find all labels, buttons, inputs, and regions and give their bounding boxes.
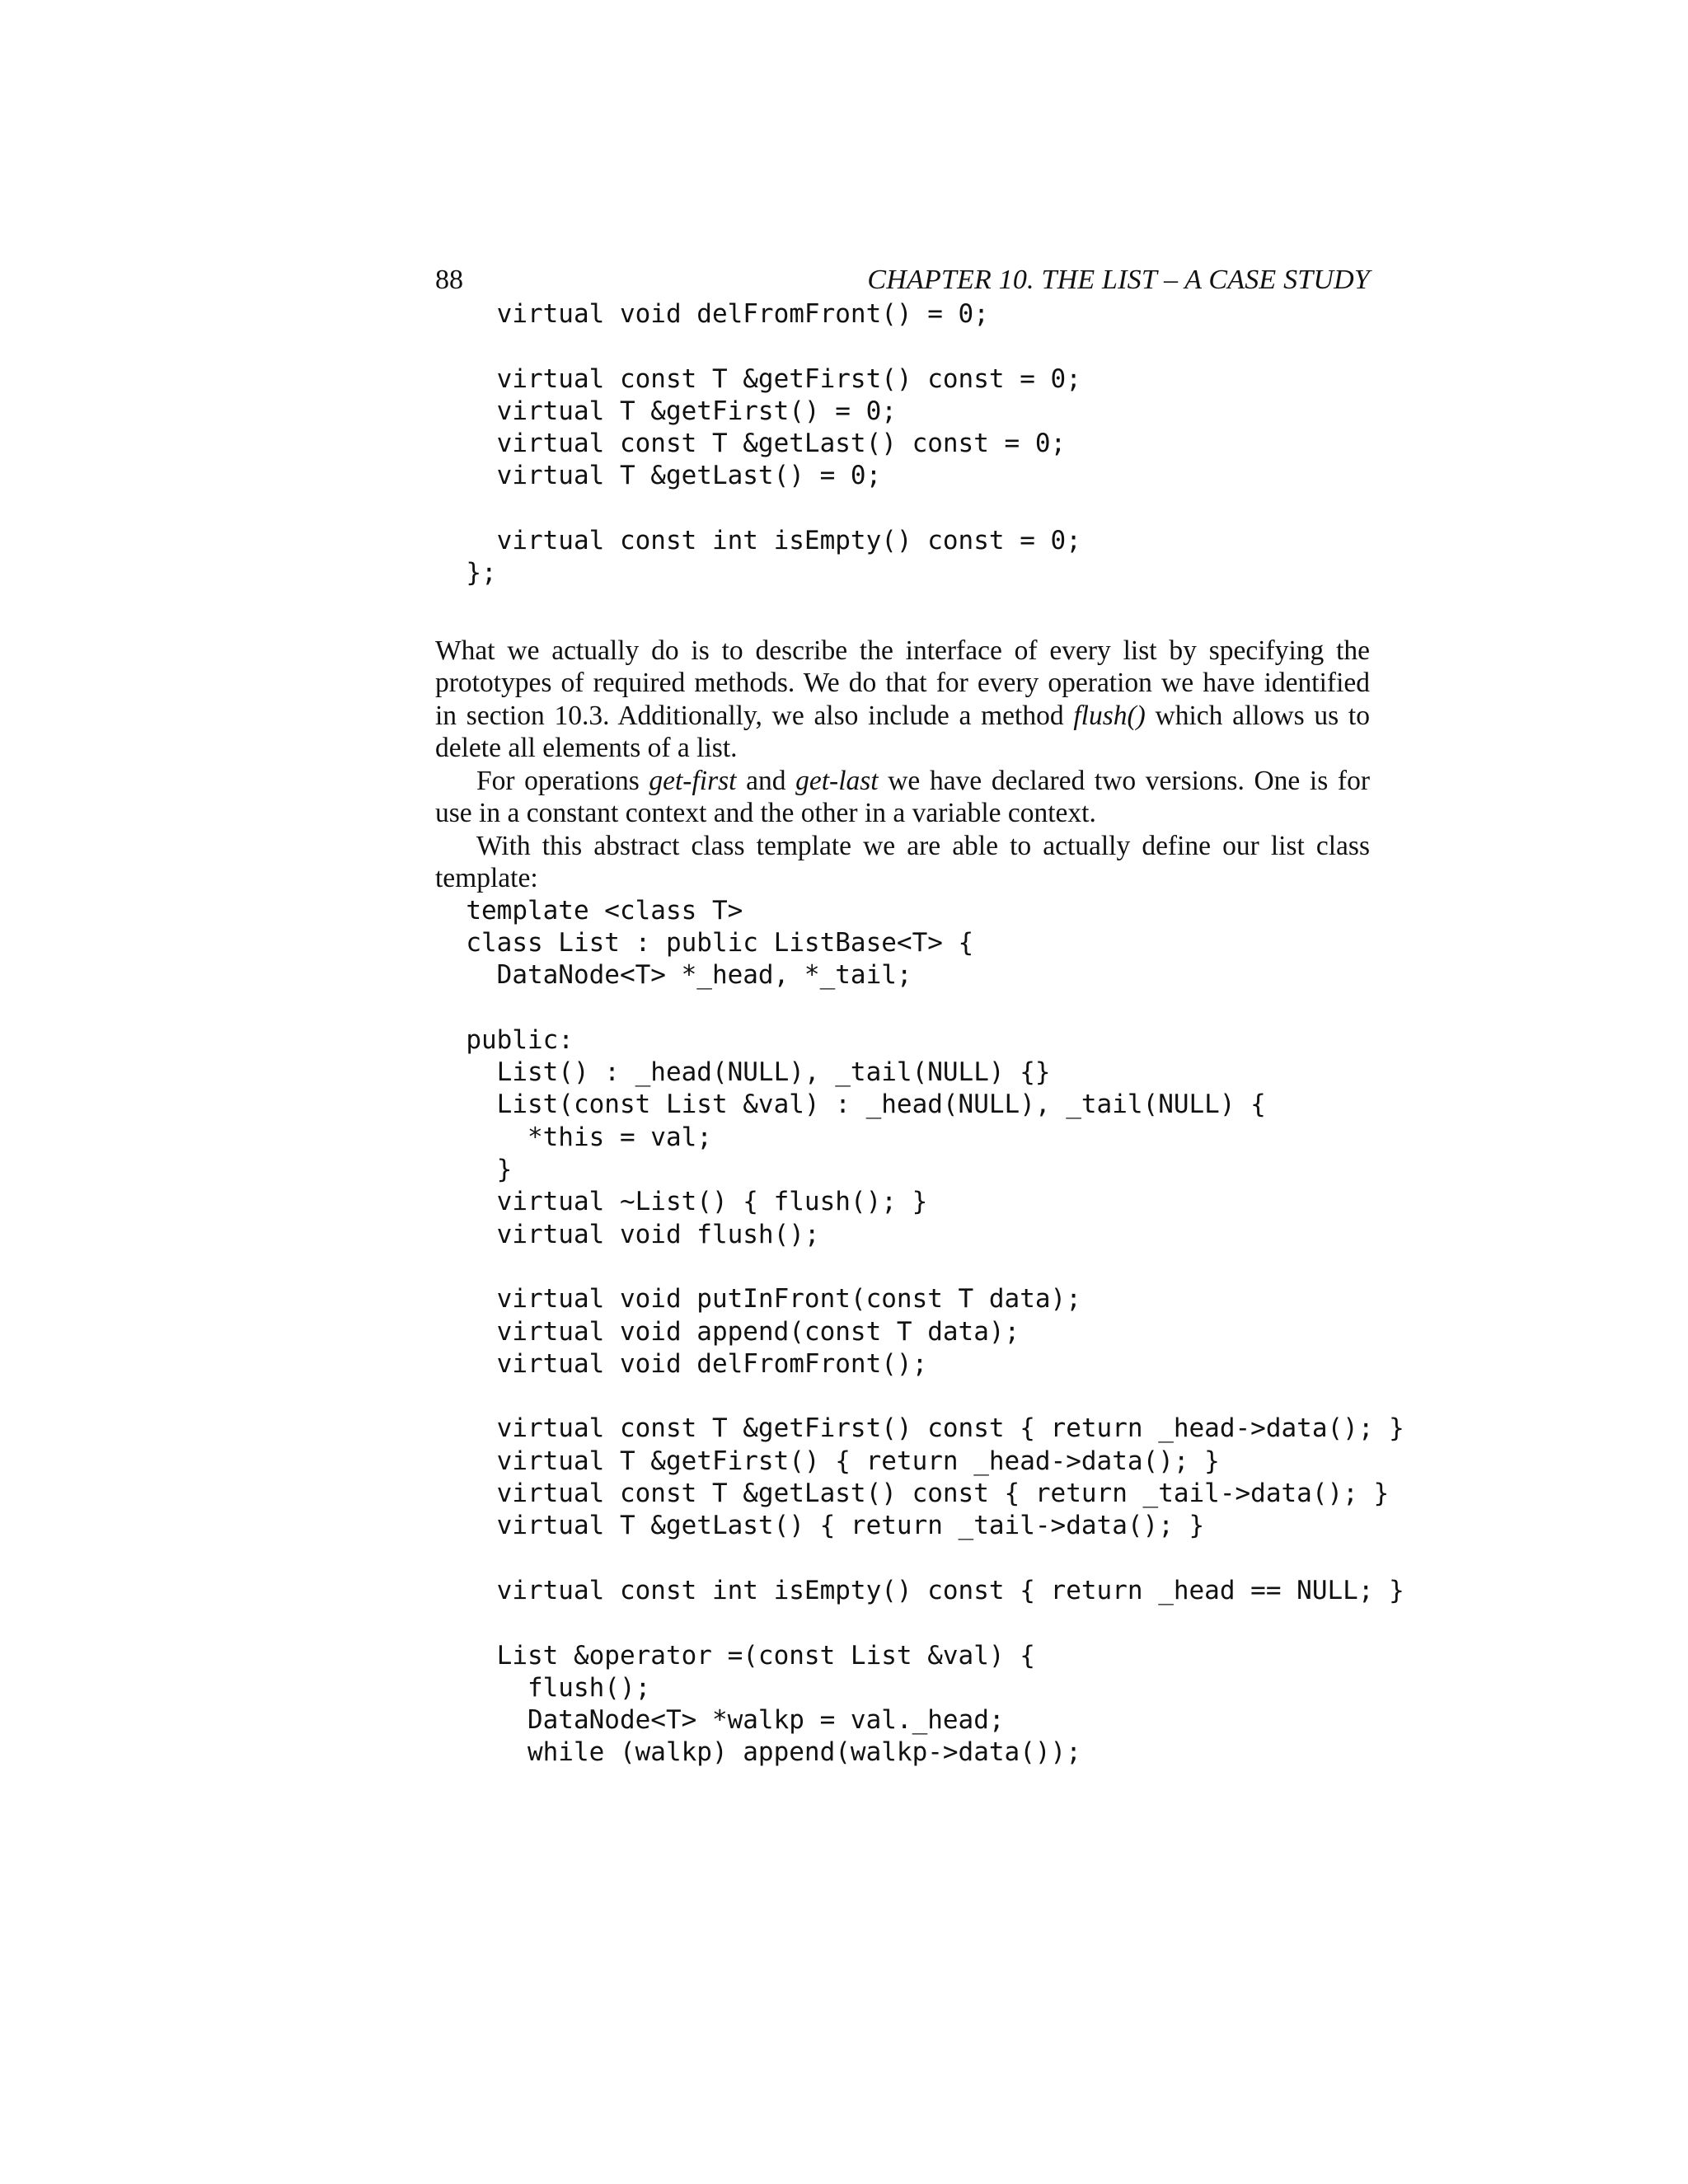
paragraph-text: What we actually do is to describe the interface of every list by specifying the prototypes of required methods. We do that for every operation we have identified in section 10.3. Additionally, we also include a method — [435, 635, 1370, 731]
paragraph-text: For operations — [476, 765, 649, 796]
body-text — [435, 635, 1370, 895]
code-block-list-class: template <class T> class List : public ListBase<T> { DataNode<T> *_head, *_tail; public: List() : _head(NULL), _tail(NULL) {} List(const List &val) : _head(NULL), _tail(NULL) { *this = val; } virtual ~List() { flush(); } virtual void flush(); virtual void putInFront(const T data); virtual void append(const T data); virtual void delFromFront(); virtual const T &getFirst() const { return _head->data(); } virtual T &getFirst() { return _head->data(); } virtual const T &getLast() const { return _tail->data(); } virtual T &getLast() { return _tail->data(); } virtual const int isEmpty() const { return _head == NULL; } List &operator =(const List &val) { flush(); DataNode<T> *walkp = val._head; while (walkp) append(walkp->data()); — [466, 895, 1404, 1768]
get-first-operation: get-first — [649, 765, 737, 796]
code-block-listbase-end: virtual void delFromFront() = 0; virtual const T &getFirst() const = 0; virtual T &getFirst() = 0; virtual const T &getLast() const = 0; virtual T &getLast() = 0; virtual const int isEmpty() const = 0; }; — [466, 299, 1081, 588]
paragraph-text: we have declared two versions. One is for use in a constant context and the other in a variable context. — [435, 765, 1370, 829]
chapter-title: CHAPTER 10. THE LIST – A CASE STUDY — [867, 265, 1370, 295]
paragraph-two-versions — [435, 765, 1370, 830]
paragraph-text: and — [736, 765, 796, 796]
paragraph-define-list — [435, 830, 1370, 895]
paragraph-interface-description — [435, 635, 1370, 765]
page-number: 88 — [435, 265, 463, 295]
get-last-operation: get-last — [795, 765, 879, 796]
paragraph-text: which allows us to delete all elements of a list. — [435, 700, 1370, 764]
book-page — [435, 262, 1404, 1769]
paragraph-text: With this abstract class template we are able to actually define our list class template: — [435, 830, 1370, 894]
running-head — [435, 262, 1370, 298]
flush-method-name: flush() — [1073, 700, 1146, 731]
